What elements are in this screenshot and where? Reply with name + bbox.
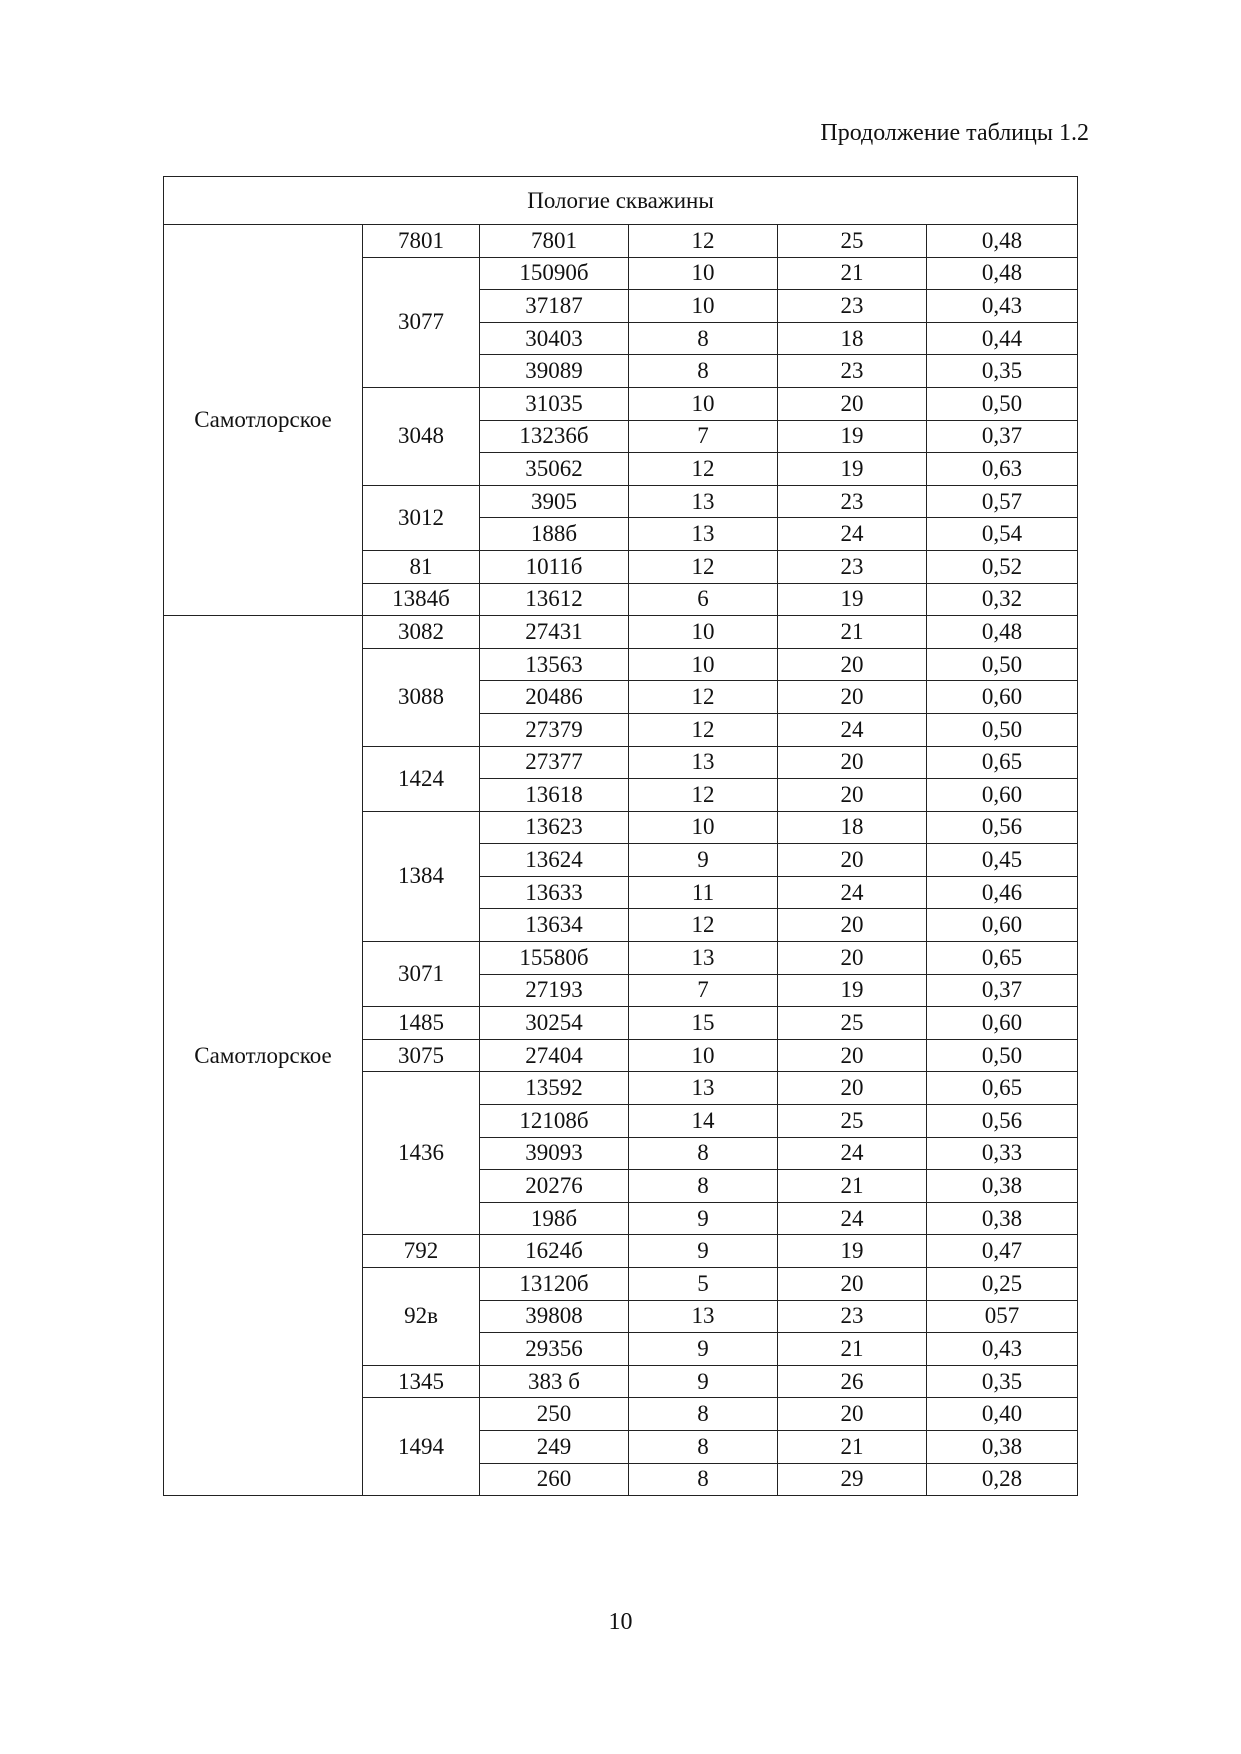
param-a-cell: 7	[629, 974, 778, 1007]
well-number-cell: 39093	[480, 1137, 629, 1170]
well-number-cell: 30403	[480, 322, 629, 355]
param-a-cell: 13	[629, 746, 778, 779]
param-b-cell: 29	[778, 1463, 927, 1496]
param-a-cell: 6	[629, 583, 778, 616]
coefficient-cell: 0,60	[927, 681, 1078, 714]
pad-number-cell: 3088	[363, 648, 480, 746]
well-number-cell: 27379	[480, 713, 629, 746]
param-a-cell: 8	[629, 1170, 778, 1203]
well-number-cell: 29356	[480, 1333, 629, 1366]
param-a-cell: 10	[629, 387, 778, 420]
page-number: 10	[608, 1609, 633, 1635]
param-a-cell: 13	[629, 485, 778, 518]
well-number-cell: 13612	[480, 583, 629, 616]
param-b-cell: 23	[778, 355, 927, 388]
coefficient-cell: 0,57	[927, 485, 1078, 518]
well-number-cell: 249	[480, 1430, 629, 1463]
well-number-cell: 13120б	[480, 1268, 629, 1301]
pad-number-cell: 792	[363, 1235, 480, 1268]
coefficient-cell: 0,65	[927, 942, 1078, 975]
param-b-cell: 25	[778, 1105, 927, 1138]
param-b-cell: 23	[778, 290, 927, 323]
pad-number-cell: 81	[363, 550, 480, 583]
field-name-cell: Самотлорское	[164, 225, 363, 616]
coefficient-cell: 0,46	[927, 876, 1078, 909]
param-a-cell: 13	[629, 942, 778, 975]
param-b-cell: 18	[778, 322, 927, 355]
coefficient-cell: 0,54	[927, 518, 1078, 551]
coefficient-cell: 0,43	[927, 290, 1078, 323]
param-a-cell: 8	[629, 1398, 778, 1431]
well-number-cell: 39808	[480, 1300, 629, 1333]
param-a-cell: 8	[629, 322, 778, 355]
param-a-cell: 10	[629, 1039, 778, 1072]
param-b-cell: 19	[778, 583, 927, 616]
well-number-cell: 13624	[480, 844, 629, 877]
well-number-cell: 39089	[480, 355, 629, 388]
well-number-cell: 27404	[480, 1039, 629, 1072]
param-a-cell: 5	[629, 1268, 778, 1301]
table-row	[164, 616, 1078, 649]
param-a-cell: 9	[629, 844, 778, 877]
well-number-cell: 35062	[480, 453, 629, 486]
well-number-cell: 13618	[480, 779, 629, 812]
well-number-cell: 13236б	[480, 420, 629, 453]
coefficient-cell: 0,32	[927, 583, 1078, 616]
wells-table	[163, 176, 1078, 1496]
pad-number-cell: 3012	[363, 485, 480, 550]
well-number-cell: 31035	[480, 387, 629, 420]
param-a-cell: 12	[629, 713, 778, 746]
coefficient-cell: 0,28	[927, 1463, 1078, 1496]
param-a-cell: 10	[629, 616, 778, 649]
param-a-cell: 9	[629, 1365, 778, 1398]
pad-number-cell: 3075	[363, 1039, 480, 1072]
pad-number-cell: 1494	[363, 1398, 480, 1496]
coefficient-cell: 0,37	[927, 974, 1078, 1007]
param-b-cell: 24	[778, 876, 927, 909]
pad-number-cell: 1424	[363, 746, 480, 811]
well-number-cell: 12108б	[480, 1105, 629, 1138]
well-number-cell: 13633	[480, 876, 629, 909]
param-b-cell: 20	[778, 1072, 927, 1105]
param-b-cell: 20	[778, 779, 927, 812]
coefficient-cell: 0,60	[927, 1007, 1078, 1040]
param-a-cell: 13	[629, 518, 778, 551]
param-a-cell: 10	[629, 290, 778, 323]
coefficient-cell: 0,60	[927, 779, 1078, 812]
param-a-cell: 12	[629, 909, 778, 942]
well-number-cell: 15090б	[480, 257, 629, 290]
pad-number-cell: 3077	[363, 257, 480, 387]
param-b-cell: 20	[778, 1398, 927, 1431]
well-number-cell: 15580б	[480, 942, 629, 975]
coefficient-cell: 0,63	[927, 453, 1078, 486]
well-number-cell: 250	[480, 1398, 629, 1431]
table-caption: Продолжение таблицы 1.2	[820, 120, 1089, 146]
param-b-cell: 25	[778, 1007, 927, 1040]
param-a-cell: 9	[629, 1202, 778, 1235]
param-b-cell: 20	[778, 387, 927, 420]
param-b-cell: 25	[778, 225, 927, 258]
param-b-cell: 23	[778, 485, 927, 518]
param-b-cell: 20	[778, 1039, 927, 1072]
coefficient-cell: 0,65	[927, 746, 1078, 779]
param-a-cell: 11	[629, 876, 778, 909]
well-number-cell: 20486	[480, 681, 629, 714]
pad-number-cell: 92в	[363, 1268, 480, 1366]
well-number-cell: 13623	[480, 811, 629, 844]
well-number-cell: 13634	[480, 909, 629, 942]
coefficient-cell: 0,38	[927, 1202, 1078, 1235]
param-a-cell: 8	[629, 1430, 778, 1463]
coefficient-cell: 0,50	[927, 387, 1078, 420]
param-a-cell: 8	[629, 1463, 778, 1496]
pad-number-cell: 1384	[363, 811, 480, 941]
param-b-cell: 19	[778, 420, 927, 453]
coefficient-cell: 0,52	[927, 550, 1078, 583]
param-b-cell: 20	[778, 746, 927, 779]
param-a-cell: 8	[629, 1137, 778, 1170]
pad-number-cell: 3048	[363, 387, 480, 485]
coefficient-cell: 0,37	[927, 420, 1078, 453]
param-a-cell: 8	[629, 355, 778, 388]
param-a-cell: 9	[629, 1333, 778, 1366]
param-b-cell: 19	[778, 453, 927, 486]
well-number-cell: 30254	[480, 1007, 629, 1040]
param-b-cell: 18	[778, 811, 927, 844]
coefficient-cell: 0,48	[927, 616, 1078, 649]
coefficient-cell: 0,48	[927, 225, 1078, 258]
pad-number-cell: 1436	[363, 1072, 480, 1235]
coefficient-cell: 0,43	[927, 1333, 1078, 1366]
param-b-cell: 24	[778, 1202, 927, 1235]
param-b-cell: 20	[778, 844, 927, 877]
param-b-cell: 21	[778, 616, 927, 649]
param-b-cell: 19	[778, 974, 927, 1007]
pad-number-cell: 3071	[363, 942, 480, 1007]
param-b-cell: 21	[778, 257, 927, 290]
well-number-cell: 20276	[480, 1170, 629, 1203]
param-a-cell: 10	[629, 648, 778, 681]
pad-number-cell: 1345	[363, 1365, 480, 1398]
well-number-cell: 7801	[480, 225, 629, 258]
coefficient-cell: 0,38	[927, 1430, 1078, 1463]
coefficient-cell: 0,50	[927, 1039, 1078, 1072]
well-number-cell: 27431	[480, 616, 629, 649]
param-b-cell: 21	[778, 1430, 927, 1463]
coefficient-cell: 0,65	[927, 1072, 1078, 1105]
coefficient-cell: 0,35	[927, 355, 1078, 388]
section-header-row	[164, 177, 1078, 225]
well-number-cell: 1011б	[480, 550, 629, 583]
param-b-cell: 24	[778, 713, 927, 746]
well-number-cell: 1624б	[480, 1235, 629, 1268]
coefficient-cell: 0,50	[927, 713, 1078, 746]
param-b-cell: 21	[778, 1170, 927, 1203]
param-a-cell: 12	[629, 225, 778, 258]
pad-number-cell: 7801	[363, 225, 480, 258]
well-number-cell: 383 б	[480, 1365, 629, 1398]
coefficient-cell: 0,56	[927, 811, 1078, 844]
pad-number-cell: 3082	[363, 616, 480, 649]
field-name-cell: Самотлорское	[164, 616, 363, 1496]
coefficient-cell: 0,60	[927, 909, 1078, 942]
section-title: Пологие скважины	[164, 177, 1078, 225]
param-a-cell: 12	[629, 550, 778, 583]
well-number-cell: 27193	[480, 974, 629, 1007]
param-a-cell: 12	[629, 453, 778, 486]
well-number-cell: 13563	[480, 648, 629, 681]
param-a-cell: 9	[629, 1235, 778, 1268]
coefficient-cell: 0,33	[927, 1137, 1078, 1170]
well-number-cell: 188б	[480, 518, 629, 551]
param-b-cell: 24	[778, 1137, 927, 1170]
coefficient-cell: 0,48	[927, 257, 1078, 290]
coefficient-cell: 0,25	[927, 1268, 1078, 1301]
well-number-cell: 37187	[480, 290, 629, 323]
coefficient-cell: 0,45	[927, 844, 1078, 877]
coefficient-cell: 0,40	[927, 1398, 1078, 1431]
well-number-cell: 260	[480, 1463, 629, 1496]
param-b-cell: 19	[778, 1235, 927, 1268]
param-b-cell: 20	[778, 681, 927, 714]
pad-number-cell: 1485	[363, 1007, 480, 1040]
param-a-cell: 10	[629, 811, 778, 844]
param-b-cell: 20	[778, 942, 927, 975]
wells-table-body	[164, 177, 1078, 1496]
param-a-cell: 13	[629, 1300, 778, 1333]
coefficient-cell: 0,44	[927, 322, 1078, 355]
pad-number-cell: 1384б	[363, 583, 480, 616]
coefficient-cell: 0,38	[927, 1170, 1078, 1203]
table-row	[164, 225, 1078, 258]
coefficient-cell: 0,50	[927, 648, 1078, 681]
param-a-cell: 15	[629, 1007, 778, 1040]
well-number-cell: 3905	[480, 485, 629, 518]
param-b-cell: 24	[778, 518, 927, 551]
coefficient-cell: 0,56	[927, 1105, 1078, 1138]
coefficient-cell: 0,47	[927, 1235, 1078, 1268]
param-a-cell: 14	[629, 1105, 778, 1138]
param-b-cell: 23	[778, 550, 927, 583]
param-a-cell: 13	[629, 1072, 778, 1105]
param-b-cell: 20	[778, 648, 927, 681]
coefficient-cell: 057	[927, 1300, 1078, 1333]
param-b-cell: 26	[778, 1365, 927, 1398]
param-b-cell: 20	[778, 1268, 927, 1301]
param-a-cell: 10	[629, 257, 778, 290]
well-number-cell: 198б	[480, 1202, 629, 1235]
well-number-cell: 27377	[480, 746, 629, 779]
param-b-cell: 23	[778, 1300, 927, 1333]
param-b-cell: 21	[778, 1333, 927, 1366]
param-a-cell: 7	[629, 420, 778, 453]
param-a-cell: 12	[629, 681, 778, 714]
well-number-cell: 13592	[480, 1072, 629, 1105]
param-a-cell: 12	[629, 779, 778, 812]
coefficient-cell: 0,35	[927, 1365, 1078, 1398]
param-b-cell: 20	[778, 909, 927, 942]
